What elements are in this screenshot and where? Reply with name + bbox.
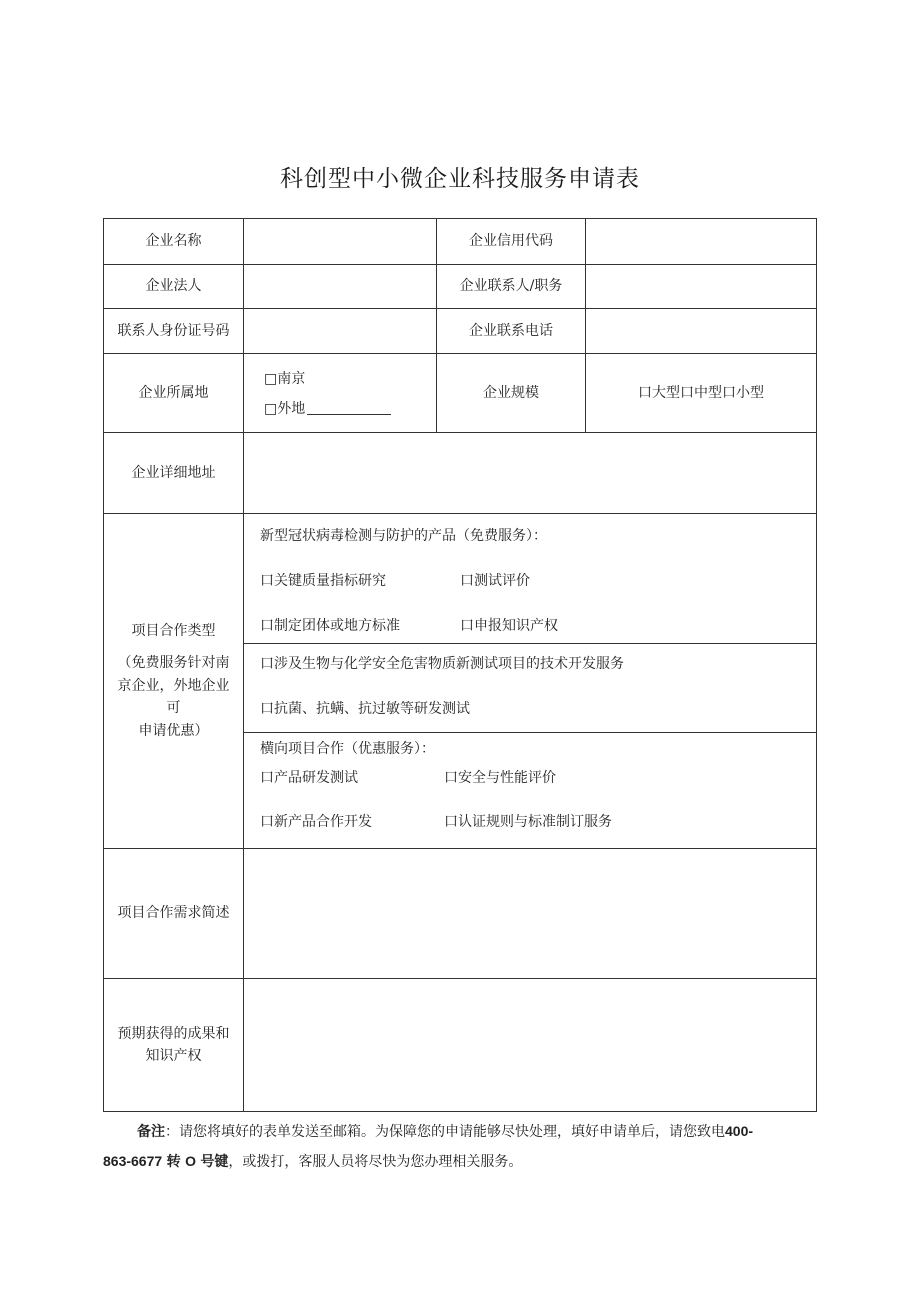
id-number-field[interactable]	[244, 309, 437, 354]
note-label: 备注	[137, 1123, 165, 1139]
note-ext-word: 转	[166, 1153, 181, 1169]
free-service-cell	[244, 514, 817, 644]
row-legal-person	[104, 265, 817, 309]
row-free-service	[104, 514, 817, 644]
label-project-type	[104, 514, 244, 849]
checkbox-product-rd[interactable]: 口产品研发测试	[260, 770, 358, 786]
label-scale: 企业规模	[437, 354, 586, 433]
label-address: 企业详细地址	[104, 433, 244, 514]
label-company-name: 企业名称	[104, 219, 244, 265]
other-location-blank[interactable]	[307, 402, 391, 415]
horizontal-cell	[244, 733, 817, 849]
location-options	[244, 354, 437, 433]
label-location: 企业所属地	[104, 354, 244, 433]
scale-options[interactable]: 口大型口中型口小型	[586, 354, 817, 433]
free-options-row-1	[244, 563, 816, 596]
horizontal-options-row-2	[244, 807, 816, 835]
checkbox-new-product[interactable]: 口新产品合作开发	[260, 814, 372, 830]
checkbox-other-label: □外地	[264, 401, 306, 417]
row-expected	[104, 979, 817, 1112]
note-phone-start: 400-	[725, 1123, 754, 1139]
note-phone-end: 863-6677	[103, 1153, 163, 1169]
checkbox-test-eval[interactable]: 口测试评价	[460, 572, 530, 589]
project-type-note-4: 申请优惠）	[138, 722, 209, 739]
project-type-note-3: 可	[166, 700, 181, 717]
phone-field[interactable]	[586, 309, 817, 354]
note-text-1: ：请您将填好的表单发送至邮箱。为保障您的申请能够尽快处理，填好申请单后，请您致电	[165, 1124, 725, 1140]
footnote-line-2	[103, 1147, 823, 1177]
note-key-word: 号键	[200, 1153, 229, 1169]
horizontal-heading: 横向项目合作（优惠服务）：	[260, 741, 435, 757]
checkbox-certification[interactable]: 口认证规则与标准制订服务	[444, 814, 612, 830]
free-options-row-2	[244, 608, 816, 641]
free-service-heading: 新型冠状病毒检测与防护的产品（免费服务）：	[260, 527, 547, 544]
label-id-number: 联系人身份证号码	[104, 309, 244, 354]
footnote	[103, 1117, 823, 1177]
label-credit-code: 企业信用代码	[437, 219, 586, 265]
label-requirement: 项目合作需求简述	[104, 849, 244, 979]
checkbox-key-quality[interactable]: 口关键质量指标研究	[260, 572, 386, 589]
requirement-field[interactable]	[244, 849, 817, 979]
horizontal-options-row-1	[244, 763, 816, 791]
address-field[interactable]	[244, 433, 817, 514]
project-type-note-1: （免费服务针对南	[117, 655, 230, 672]
page-title: 科创型中小微企业科技服务申请表	[280, 166, 640, 192]
row-address	[104, 433, 817, 514]
bio-chem-cell	[244, 644, 817, 733]
label-expected	[104, 979, 244, 1112]
checkbox-antibacterial[interactable]: 口抗菌、抗螨、抗过敏等研发测试	[260, 700, 470, 717]
label-phone: 企业联系电话	[437, 309, 586, 354]
checkbox-nanjing[interactable]	[244, 363, 436, 393]
label-legal-person: 企业法人	[104, 265, 244, 309]
note-ext-key: O	[185, 1153, 196, 1169]
checkbox-safety-eval[interactable]: 口安全与性能评价	[444, 770, 556, 786]
note-text-2: ，或拨打，客服人员将尽快为您办理相关服务。	[228, 1154, 523, 1170]
row-company-name	[104, 219, 817, 265]
checkbox-ip[interactable]: 口申报知识产权	[460, 617, 558, 634]
project-type-note-2: 京企业，外地企业	[117, 677, 230, 694]
application-form	[103, 218, 817, 1112]
legal-person-field[interactable]	[244, 265, 437, 309]
expected-line-2: 知识产权	[145, 1048, 202, 1064]
contact-title-field[interactable]	[586, 265, 817, 309]
row-location	[104, 354, 817, 433]
checkbox-standard[interactable]: 口制定团体或地方标准	[260, 617, 400, 634]
row-requirement	[104, 849, 817, 979]
checkbox-bio-chem-dev[interactable]: 口涉及生物与化学安全危害物质新测试项目的技术开发服务	[260, 655, 624, 672]
expected-field[interactable]	[244, 979, 817, 1112]
row-id-number	[104, 309, 817, 354]
project-type-title: 项目合作类型	[131, 623, 216, 640]
company-name-field[interactable]	[244, 219, 437, 265]
footnote-line-1	[103, 1117, 823, 1147]
checkbox-other-location[interactable]	[244, 393, 436, 423]
credit-code-field[interactable]	[586, 219, 817, 265]
expected-line-1: 预期获得的成果和	[117, 1025, 230, 1042]
checkbox-nanjing-label: □南京	[264, 371, 306, 387]
label-contact-title: 企业联系人/职务	[437, 265, 586, 309]
